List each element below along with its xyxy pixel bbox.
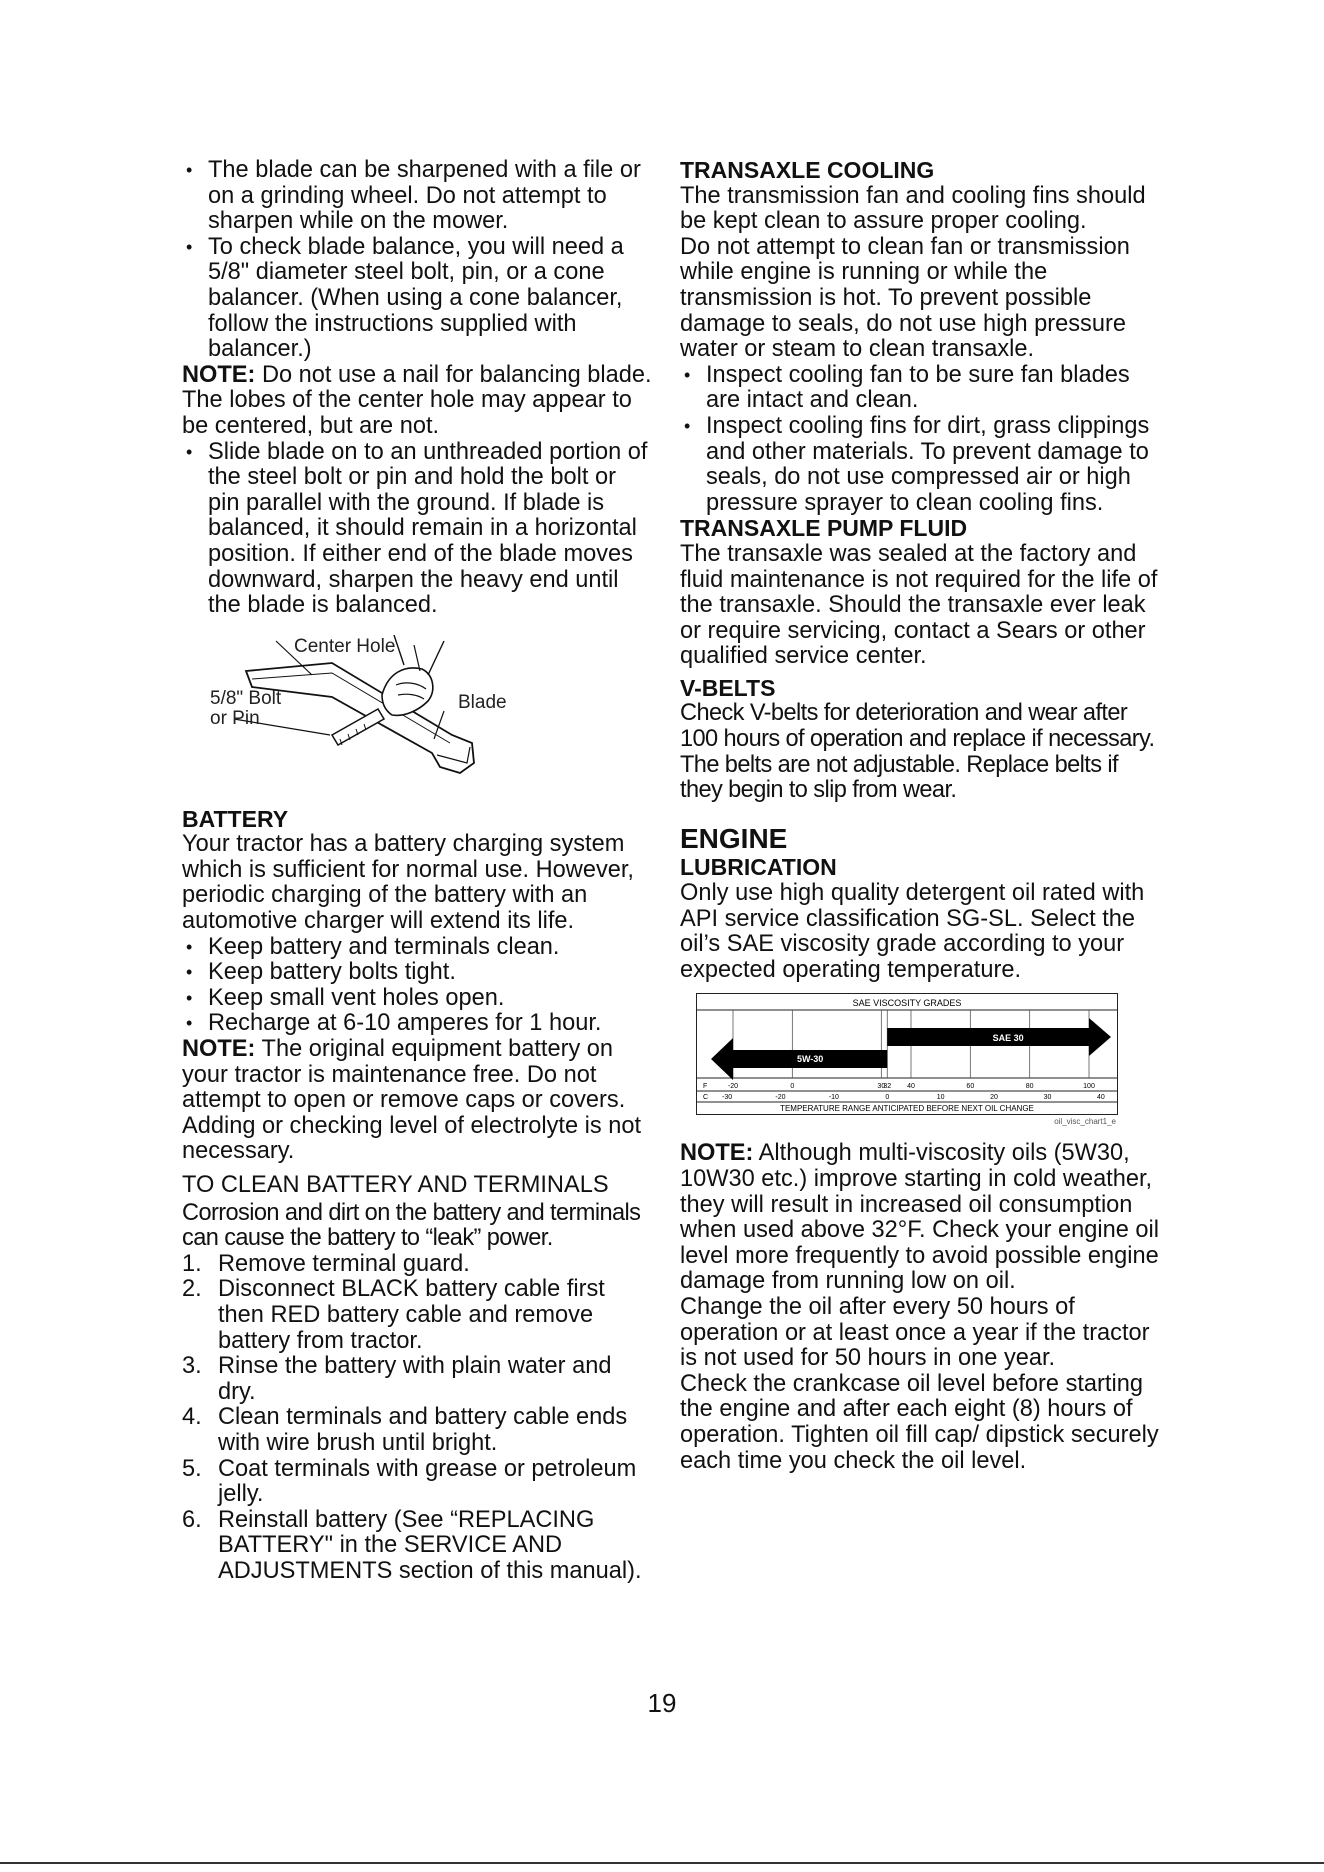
f-tick-label: -20 <box>727 1083 739 1091</box>
f-unit-label: F <box>703 1083 708 1091</box>
c-tick-label: -10 <box>828 1094 839 1102</box>
f-tick-label: 60 <box>966 1083 975 1091</box>
battery-intro: Your tractor has a battery charging system which is sufficient for normal use. However, periodic charging of the battery with an automotive charger will extend its life. <box>182 831 634 935</box>
bottom-rule <box>0 1862 1324 1864</box>
series-label-sae30: SAE 30 <box>992 1033 1024 1044</box>
c-tick-label: 40 <box>1096 1094 1105 1102</box>
list-item <box>182 1277 652 1354</box>
viscosity-chart-svg <box>697 994 1117 1114</box>
step-text: Remove terminal guard. <box>218 1250 470 1277</box>
c-tick-label: 20 <box>990 1094 998 1102</box>
list-item <box>182 1252 652 1278</box>
blade-balance-list <box>182 440 652 619</box>
pin-label: or Pin <box>210 707 260 729</box>
cooling-paragraph: Do not attempt to clean fan or transmission while engine is running or while the transmission is hot. To prevent possible damage to seals, do not use high pressure water or steam to clean transaxle. <box>680 233 1130 363</box>
lubrication-heading: LUBRICATION <box>680 854 837 881</box>
step-text: Disconnect BLACK battery cable first then RED battery cable and remove battery from tractor. <box>218 1276 605 1354</box>
list-item <box>182 1457 652 1508</box>
chart-title: SAE VISCOSITY GRADES <box>852 998 962 1009</box>
step-text: Clean terminals and battery cable ends with wire brush until bright. <box>218 1404 628 1456</box>
step-number: 5. <box>182 1455 202 1482</box>
lubrication-text: Only use high quality detergent oil rated with API service classification SG-SL. Select the oil’s SAE viscosity grade according to your expected operating temperature. <box>680 880 1145 983</box>
c-tick-label: 0 <box>885 1094 890 1102</box>
c-tick-label: -20 <box>775 1094 786 1102</box>
bolt-label: 5/8" Bolt <box>210 687 282 709</box>
pump-fluid-heading: TRANSAXLE PUMP FLUID <box>680 515 968 542</box>
chart-xlabel: TEMPERATURE RANGE ANTICIPATED BEFORE NEXT OIL CHANGE <box>780 1104 1034 1114</box>
c-tick-label: -30 <box>722 1094 733 1102</box>
right-column <box>680 158 1160 1474</box>
battery-list <box>182 935 652 1037</box>
list-item: • Keep battery bolts tight. <box>182 960 652 986</box>
viscosity-chart <box>696 993 1118 1115</box>
list-item: • The blade can be sharpened with a file or on a grinding wheel. Do not attempt to sharpen while on the mower. <box>182 158 652 235</box>
cooling-list <box>680 363 1160 517</box>
clean-intro: Corrosion and dirt on the battery and terminals can cause the battery to “leak” power. <box>182 1199 641 1252</box>
battery-heading: BATTERY <box>182 805 289 832</box>
list-item: • To check blade balance, you will need a 5/8" diameter steel bolt, pin, or a cone balancer. (When using a cone balancer, follow the instructions supplied with balancer.) <box>182 235 652 363</box>
list-item: • Keep small vent holes open. <box>182 986 652 1012</box>
list-item <box>182 1508 652 1585</box>
pump-fluid-text: The transaxle was sealed at the factory and fluid maintenance is not required for the life of the transaxle. Should the transaxle ever leak or require servicing, contact a Sears or other qualified service center. <box>680 540 1158 670</box>
step-number: 3. <box>182 1353 202 1380</box>
list-item <box>182 1354 652 1405</box>
note-text: The original equipment battery on your tractor is maintenance free. Do not attempt to open or remove caps or covers. Adding or checking level of electrolyte is not necessary. <box>182 1036 642 1165</box>
list-item: • Slide blade on to an unthreaded portion of the steel bolt or pin and hold the bolt or pin parallel with the ground. If blade is balanced, it should remain in a horizontal position. If either end of the blade moves downward, sharpen the heavy end until the blade is balanced. <box>182 440 652 619</box>
step-number: 4. <box>182 1404 202 1431</box>
oil-change-paragraph: Change the oil after every 50 hours of operation or at least once a year if the tractor is not used for 50 hours in one year. <box>680 1293 1150 1372</box>
clean-battery-heading: TO CLEAN BATTERY AND TERMINALS <box>182 1172 609 1198</box>
f-tick-label: 30 <box>877 1083 886 1091</box>
clean-steps-list <box>182 1252 652 1585</box>
vbelts-text: Check V-belts for deterioration and wear after 100 hours of operation and replace if necessary. The belts are not adjustable. Replace belts if they begin to slip from wear. <box>680 700 1155 804</box>
note-paragraph <box>182 363 652 440</box>
engine-heading: ENGINE <box>680 822 788 854</box>
cooling-paragraph: The transmission fan and cooling fins should be kept clean to assure proper cooling. <box>680 182 1146 235</box>
step-text: Reinstall battery (See “REPLACING BATTERY" in the SERVICE AND ADJUSTMENTS section of this manual). <box>218 1506 642 1584</box>
blade-balance-figure <box>182 635 562 795</box>
series-label-5w30: 5W-30 <box>796 1054 824 1065</box>
f-tick-label: 100 <box>1083 1083 1095 1091</box>
step-number: 6. <box>182 1506 202 1533</box>
note-text: Do not use a nail for balancing blade. The lobes of the center hole may appear to be centered, but are not. <box>182 361 652 439</box>
step-text: Rinse the battery with plain water and dry. <box>218 1353 612 1405</box>
f-tick-label: 40 <box>907 1083 915 1091</box>
c-tick-label: 10 <box>936 1094 945 1102</box>
c-tick-label: 30 <box>1043 1094 1052 1102</box>
list-item: • Inspect cooling fan to be sure fan blades are intact and clean. <box>680 363 1160 414</box>
f-tick-label: 80 <box>1025 1083 1034 1091</box>
c-unit-label: C <box>703 1094 709 1102</box>
vbelts-heading: V-BELTS <box>680 674 776 701</box>
blade-label: Blade <box>458 691 507 713</box>
note-label: NOTE: <box>680 1140 754 1167</box>
note-label: NOTE: <box>182 1036 256 1063</box>
step-number: 1. <box>182 1250 202 1277</box>
page-number: 19 <box>647 1688 677 1718</box>
transaxle-cooling-heading: TRANSAXLE COOLING <box>680 157 935 183</box>
f-tick-label: 32 <box>883 1083 892 1091</box>
step-text: Coat terminals with grease or petroleum jelly. <box>218 1455 637 1508</box>
oil-check-paragraph: Check the crankcase oil level before starting the engine and after each eight (8) hours of operation. Tighten oil fill cap/ dipstick securely each time you check the oil level. <box>680 1370 1159 1474</box>
note-paragraph <box>182 1037 652 1165</box>
list-item: • Inspect cooling fins for dirt, grass clippings and other materials. To prevent damage to seals, do not use compressed air or high pressure sprayer to clean cooling fins. <box>680 414 1160 516</box>
note-paragraph <box>680 1141 1160 1295</box>
note-text: Although multi-viscosity oils (5W30, 10W30 etc.) improve starting in cold weather, they will result in increased oil consumption when used above 32°F. Check your engine oil level more frequently to avoid possible engine damage from running low on oil. <box>680 1140 1159 1295</box>
center-hole-label: Center Hole <box>294 635 396 657</box>
step-number: 2. <box>182 1276 202 1303</box>
f-tick-label: 0 <box>790 1083 795 1091</box>
blade-sharpen-list <box>182 158 652 363</box>
list-item <box>182 1405 652 1456</box>
list-item: • Recharge at 6-10 amperes for 1 hour. <box>182 1011 652 1037</box>
left-column <box>182 158 652 1585</box>
chart-code: oil_visc_chart1_e <box>1054 1117 1116 1127</box>
note-label: NOTE: <box>182 361 256 388</box>
list-item: • Keep battery and terminals clean. <box>182 935 652 961</box>
